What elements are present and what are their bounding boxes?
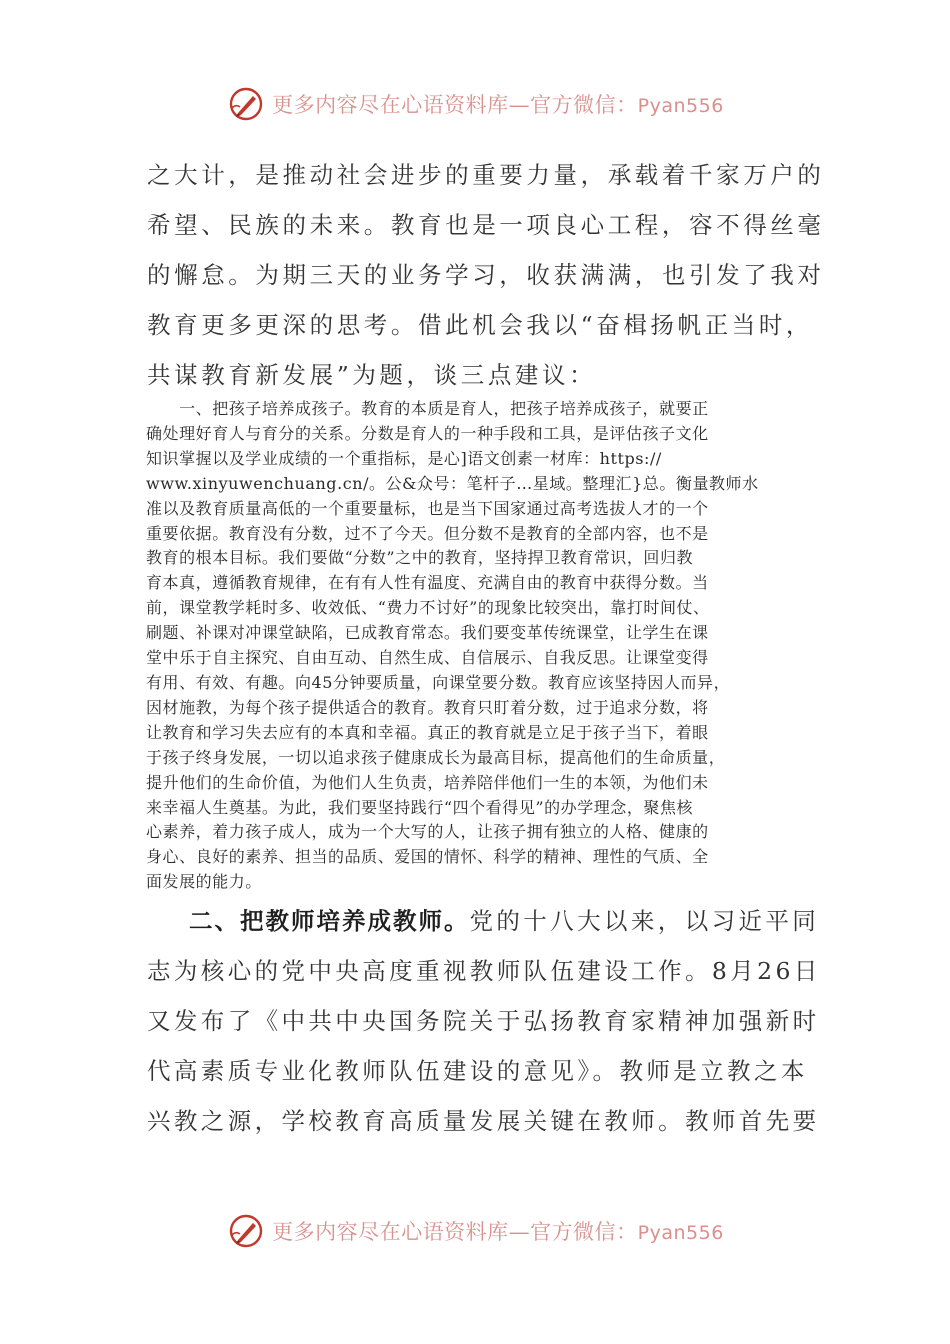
text-line: 有用、有效、有趣。向45分钟要质量，向课堂要分数。教育应该坚持因人而异， [146, 672, 731, 692]
banner-text: 更多内容尽在心语资料库—官方微信：Pyan556 [272, 1220, 724, 1244]
text-line: 之大计，是推动社会进步的重要力量，承载着千家万户的 [147, 161, 825, 189]
pen-logo-icon [226, 84, 266, 124]
text-line: 共谋教育新发展”为题，谈三点建议： [147, 361, 597, 389]
section-two-paragraph [147, 896, 821, 1146]
text-line: 准以及教育质量高低的一个重要量标，也是当下国家通过高考选拔人才的一个 [146, 498, 709, 518]
section-heading: 二、把教师培养成教师。 [189, 907, 470, 935]
text-line: 代高素质专业化教师队伍建设的意见》。教师是立教之本 [147, 1057, 808, 1085]
text-line: 希望、民族的未来。教育也是一项良心工程，容不得丝毫 [147, 211, 825, 239]
text-line: 让教育和学习失去应有的本真和幸福。真正的教育就是立足于孩子当下，着眼 [146, 722, 709, 742]
text-line: 前，课堂教学耗时多、收效低、“费力不讨好”的现象比较突出，靠打时间仗、 [146, 598, 710, 618]
text-line: 一、把孩子培养成孩子。教育的本质是育人，把孩子培养成孩子，就要正 [146, 399, 709, 418]
text-line: 又发布了《中共中央国务院关于弘扬教育家精神加强新时 [147, 1007, 820, 1035]
text-line: 育本真，遵循教育规律，在有有人性有温度、充满自由的教育中获得分数。当 [146, 573, 709, 593]
banner-text: 更多内容尽在心语资料库—官方微信：Pyan556 [272, 93, 724, 117]
text-line: 来幸福人生奠基。为此，我们要坚持践行“四个看得见”的办学理念，聚焦核 [146, 797, 694, 817]
text-line: 教育更多更深的思考。借此机会我以“奋楫扬帆正当时， [147, 311, 814, 339]
text-line: 面发展的能力。 [146, 872, 262, 892]
text-line: 兴教之源，学校教育高质量发展关键在教师。教师首先要 [147, 1107, 820, 1135]
text-line: 身心、良好的素养、担当的品质、爱国的情怀、科学的精神、理性的气质、全 [146, 847, 709, 867]
text-line: 教育的根本目标。我们要做“分数”之中的教育，坚持捍卫教育常识，回归教 [146, 548, 694, 568]
footer-banner [0, 1211, 950, 1251]
text-line: 的懈怠。为期三天的业务学习，收获满满，也引发了我对 [147, 261, 825, 289]
text-line: 知识掌握以及学业成绩的一个重指标，是心]语文创素一材库：https:// [146, 448, 662, 468]
text-line: 提升他们的生命价值，为他们人生负责，培养陪伴他们一生的本领，为他们未 [146, 772, 709, 792]
text-line: 确处理好育人与育分的关系。分数是育人的一种手段和工具，是评估孩子文化 [146, 423, 709, 443]
text-line: 因材施教，为每个孩子提供适合的教育。教育只盯着分数，过于追求分数，将 [146, 697, 709, 717]
text-line: 刷题、补课对冲课堂缺陷，已成教育常态。我们要变革传统课堂，让学生在课 [146, 623, 709, 643]
text-line: 重要依据。教育没有分数，过不了今天。但分数不是教育的全部内容，也不是 [146, 523, 709, 543]
text-line: 二、把教师培养成教师。党的十八大以来，以习近平同 [189, 907, 820, 935]
text-line: 堂中乐于自主探究、自由互动、自然生成、自信展示、自我反思。让课堂变得 [146, 648, 709, 668]
text-line: www.xinyuwenchuang.cn/。公&众号：笔杆子…星域。整理汇}总。衡量教师水 [146, 473, 759, 493]
header-banner [0, 84, 950, 124]
text-line: 心素养，着力孩子成人，成为一个大写的人，让孩子拥有独立的人格、健康的 [146, 822, 709, 842]
section-one-paragraph [146, 397, 814, 895]
text-line: 于孩子终身发展，一切以追求孩子健康成长为最高目标，提高他们的生命质量， [146, 747, 726, 767]
text-line: 志为核心的党中央高度重视教师队伍建设工作。8月26日 [147, 957, 821, 985]
lead-paragraph [147, 150, 825, 400]
pen-logo-icon [226, 1211, 266, 1251]
